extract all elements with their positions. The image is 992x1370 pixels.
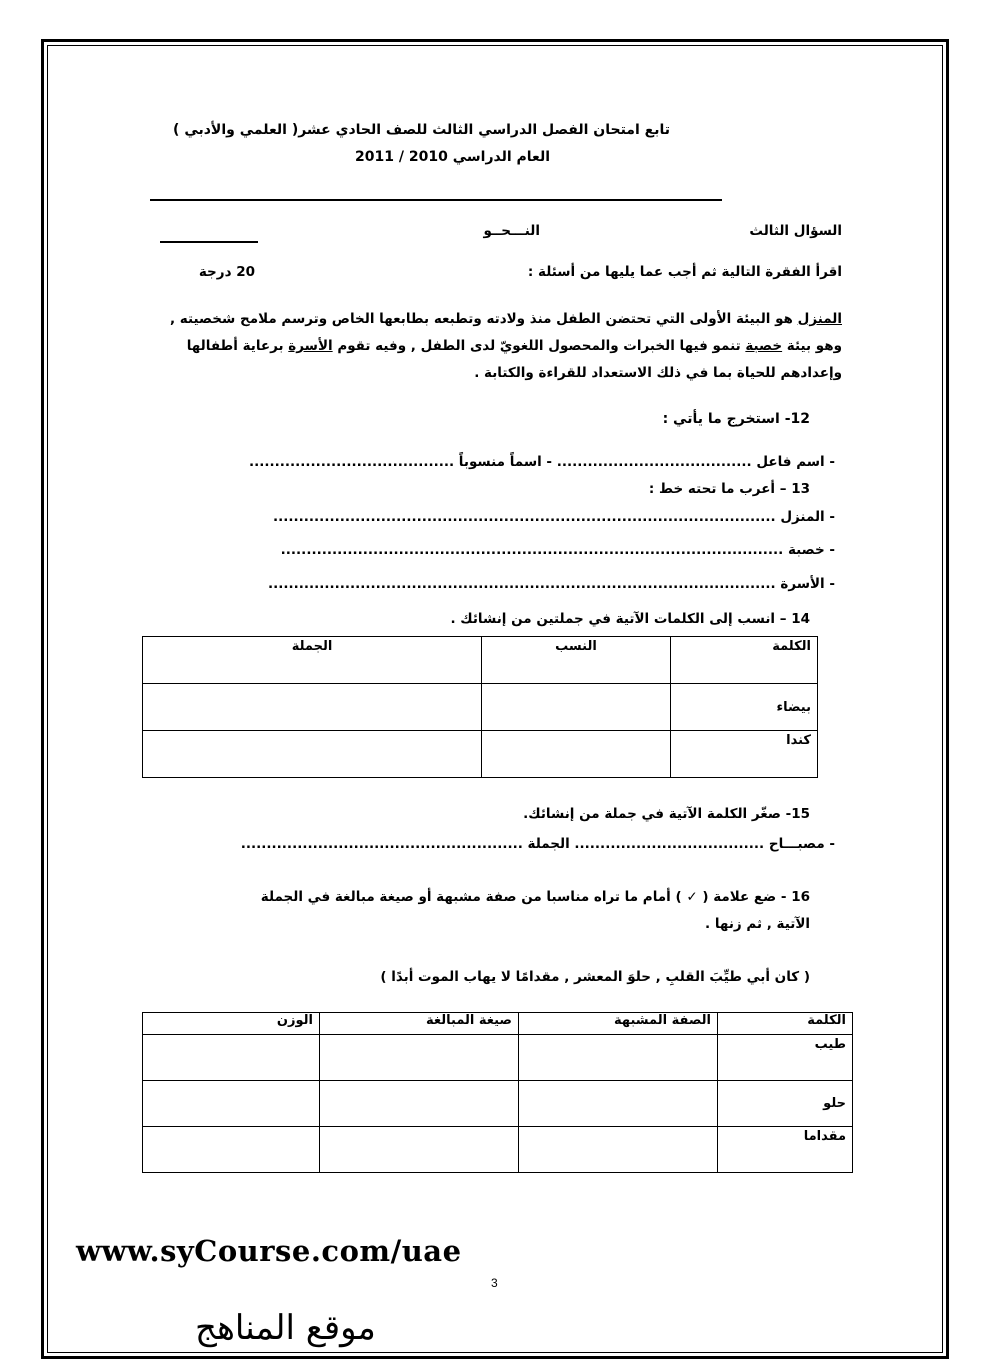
- word-cell: كندا: [671, 731, 818, 778]
- word-cell: طيب: [718, 1035, 853, 1081]
- answer-cell[interactable]: [482, 731, 671, 778]
- answer-cell[interactable]: [143, 1035, 320, 1081]
- instruction: اقرأ الفقرة التالية ثم أجب عما يليها من أسئلة :: [527, 264, 842, 280]
- text: برعاية أطفالها: [186, 338, 289, 354]
- header-cell: الكلمة: [718, 1013, 853, 1035]
- q13-title: 13 – أعرب ما تحته خط :: [648, 481, 810, 497]
- word-cell: حلو: [718, 1081, 853, 1127]
- q16-table: [142, 1012, 853, 1173]
- answer-cell[interactable]: [519, 1127, 718, 1173]
- q16-sentence: ( كان أبي طيِّبَ القلبِ , حلوَ المعشر , مقدامًا لا يهاب الموت أبدًا ): [380, 969, 810, 985]
- text: تنمو فيها الخبرات والمحصول اللغويّ لدى الطفل , وفيه تقوم: [332, 338, 746, 354]
- underlined-word: خصبة: [745, 338, 783, 354]
- q12-answer-line[interactable]: - اسم فاعل ...................................... - اسماً منسوباً ........................................: [248, 454, 835, 470]
- answer-cell[interactable]: [143, 684, 482, 731]
- underlined-word: المنزل: [797, 311, 842, 327]
- q16-line-1: 16 - ضع علامة ( ✓ ) أمام ما تراه مناسبا من صفة مشبهة أو صيغة مبالغة في الجملة: [260, 889, 810, 905]
- word-cell: بيضاء: [671, 684, 818, 731]
- question-label: السؤال الثالث: [749, 223, 842, 239]
- q13-item[interactable]: - الأسرة ...................................................................................................: [267, 576, 835, 592]
- passage-line-1: [170, 313, 842, 327]
- subject-label: النـــحــو: [483, 223, 540, 239]
- divider: [150, 199, 722, 201]
- answer-cell[interactable]: [143, 731, 482, 778]
- marks: 20 درجة: [198, 264, 255, 280]
- q15-title: 15- صغّر الكلمة الآتية في جملة من إنشائك.: [523, 806, 810, 822]
- text: وهو بيئة: [782, 338, 842, 354]
- passage-line-3: وإعدادهم للحياة بما في ذلك الاستعداد للقراءة والكتابة .: [474, 365, 842, 381]
- q13-item[interactable]: - المنزل ..................................................................................................: [273, 509, 835, 525]
- q16-line-2: الآتية , ثم زنها .: [705, 916, 810, 932]
- header-cell: الصفة المشبهة: [519, 1013, 718, 1035]
- word-cell: مقداما: [718, 1127, 853, 1173]
- text: هو البيئة الأولى التي تحتضن الطفل منذ ولادته وتطبعه بطابعها الخاص وترسم ملامح شخصيته ,: [169, 311, 798, 327]
- answer-cell[interactable]: [519, 1035, 718, 1081]
- q14-title: 14 – انسب إلى الكلمات الآتية في جملتين من إنشائك .: [450, 611, 810, 627]
- page-number: 3: [491, 1276, 498, 1290]
- answer-cell[interactable]: [519, 1081, 718, 1127]
- q15-answer-line[interactable]: - مصبـــاح ..................................... الجملة .......................................................: [240, 836, 835, 852]
- answer-cell[interactable]: [320, 1127, 519, 1173]
- passage-line-2: [187, 340, 842, 354]
- answer-cell[interactable]: [320, 1035, 519, 1081]
- grade-blank: [160, 241, 258, 243]
- q12-title: 12- استخرج ما يأتي :: [662, 411, 810, 427]
- header-cell: صيغة المبالغة: [320, 1013, 519, 1035]
- watermark-url: www.syCourse.com/uae: [76, 1234, 462, 1268]
- q14-table: [142, 636, 818, 778]
- answer-cell[interactable]: [143, 1127, 320, 1173]
- answer-cell[interactable]: [143, 1081, 320, 1127]
- academic-year: العام الدراسي 2010 / 2011: [355, 149, 550, 165]
- underlined-word: الأسرة: [288, 338, 333, 354]
- header-cell: الوزن: [143, 1013, 320, 1035]
- answer-cell[interactable]: [482, 684, 671, 731]
- header-cell: الجملة: [143, 637, 482, 684]
- watermark-arabic: موقع المناهج: [195, 1308, 376, 1348]
- header-cell: الكلمة: [671, 637, 818, 684]
- header-cell: النسب: [482, 637, 671, 684]
- answer-cell[interactable]: [320, 1081, 519, 1127]
- exam-title: تابع امتحان الفصل الدراسي الثالث للصف الحادي عشر( العلمي والأدبي ): [173, 122, 670, 138]
- q13-item[interactable]: - خصبة ..................................................................................................: [280, 542, 835, 558]
